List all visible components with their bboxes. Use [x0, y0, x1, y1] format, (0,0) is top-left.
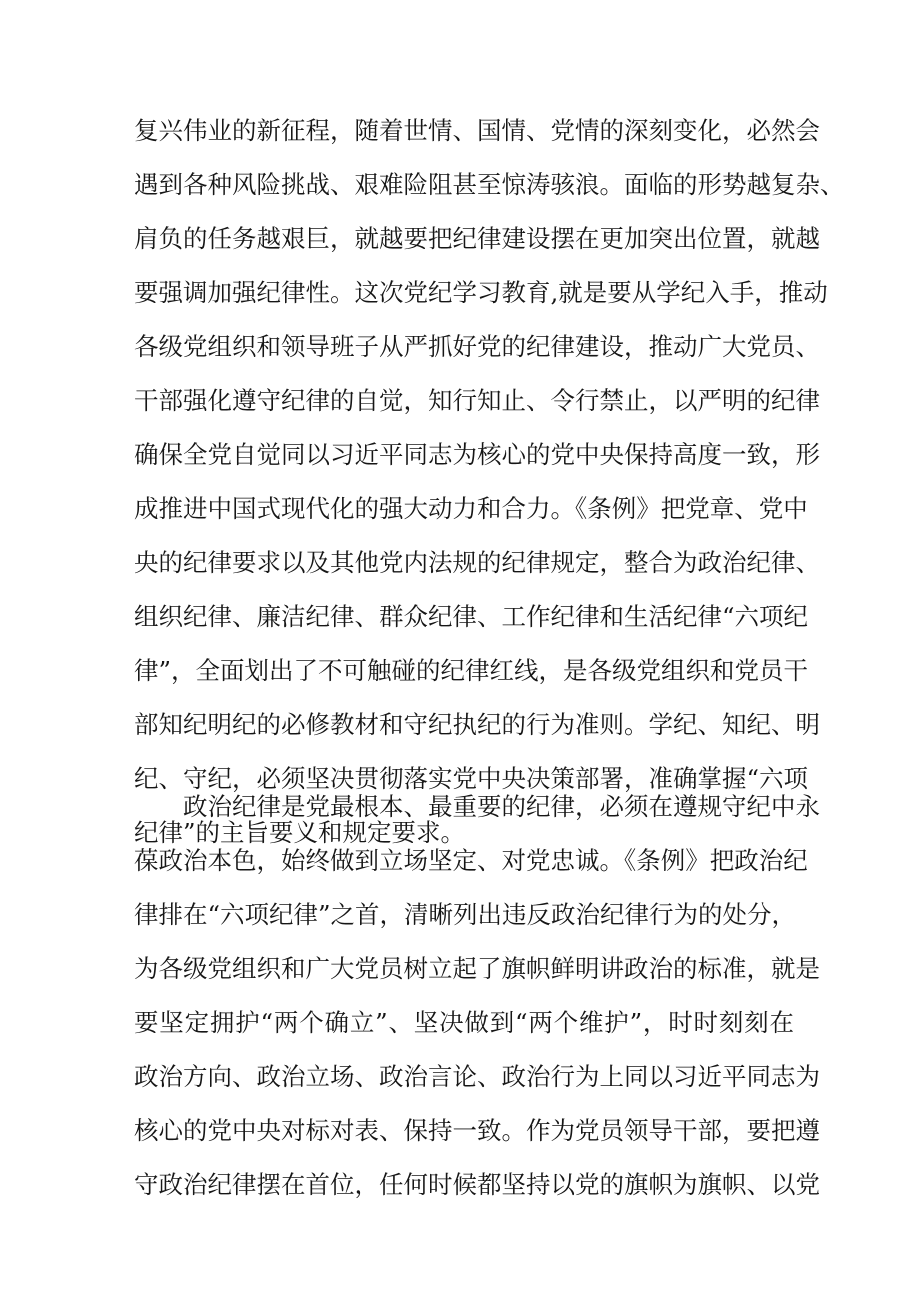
text-line: 为各级党组织和广大党员树立起了旗帜鲜明讲政治的标准，就是 [134, 954, 820, 983]
text-line: 各级党组织和领导班子从严抓好党的纪律建设，推动广大党员、 [134, 332, 820, 361]
text-line: 要坚定拥护“两个确立”、坚决做到“两个维护”，时时刻刻在 [134, 1008, 794, 1037]
text-line: 政治纪律是党最根本、最重要的纪律，必须在遵规守纪中永 [134, 792, 820, 821]
paragraph-discipline-building [134, 104, 845, 860]
paragraph-political-discipline [134, 780, 820, 1212]
text-line: 政治方向、政治立场、政治言论、政治行为上同以习近平同志为 [134, 1062, 820, 1091]
text-line: 守政治纪律摆在首位，任何时候都坚持以党的旗帜为旗帜、以党 [134, 1170, 820, 1199]
text-line: 要强调加强纪律性。这次党纪学习教育,就是要从学纪入手，推动 [134, 278, 828, 307]
text-line: 成推进中国式现代化的强大动力和合力。《条例》把党章、党中 [134, 494, 808, 523]
text-line: 纪、守纪，必须坚决贯彻落实党中央决策部署，准确掌握“六项 [134, 764, 809, 793]
text-line: 纪律”的主旨要义和规定要求。 [134, 818, 466, 847]
text-line: 遇到各种风险挑战、艰难险阻甚至惊涛骇浪。面临的形势越复杂、 [134, 170, 845, 199]
text-line: 肩负的任务越艰巨，就越要把纪律建设摆在更加突出位置，就越 [134, 224, 820, 253]
text-line: 律”，全面划出了不可触碰的纪律红线，是各级党组织和党员干 [134, 656, 809, 685]
text-line: 确保全党自觉同以习近平同志为核心的党中央保持高度一致，形 [134, 440, 820, 469]
text-line: 复兴伟业的新征程，随着世情、国情、党情的深刻变化，必然会 [134, 116, 820, 145]
text-line: 律排在“六项纪律”之首，清晰列出违反政治纪律行为的处分， [134, 900, 797, 929]
text-line: 部知纪明纪的必修教材和守纪执纪的行为准则。学纪、知纪、明 [134, 710, 820, 739]
text-line: 葆政治本色，始终做到立场坚定、对党忠诚。《条例》把政治纪 [134, 846, 808, 875]
text-line: 干部强化遵守纪律的自觉，知行知止、令行禁止，以严明的纪律 [134, 386, 820, 415]
text-line: 核心的党中央对标对表、保持一致。作为党员领导干部，要把遵 [134, 1116, 820, 1145]
text-line: 央的纪律要求以及其他党内法规的纪律规定，整合为政治纪律、 [134, 548, 820, 577]
text-line: 组织纪律、廉洁纪律、群众纪律、工作纪律和生活纪律“六项纪 [134, 602, 809, 631]
